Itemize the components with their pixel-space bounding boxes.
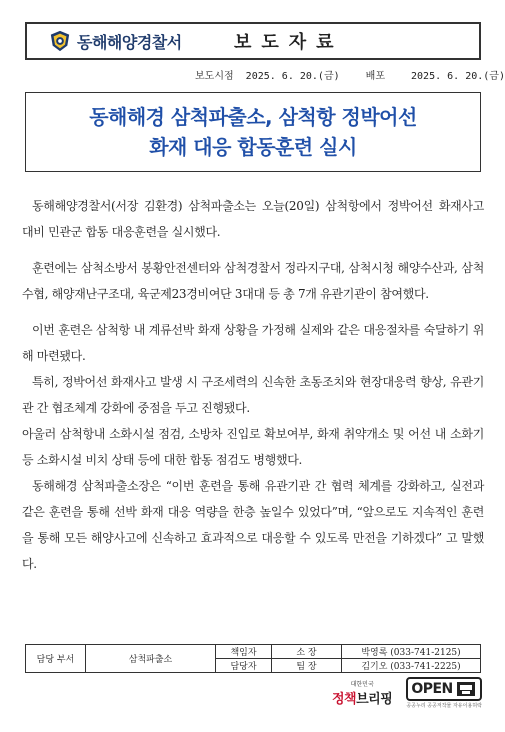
coast-guard-emblem-icon (49, 30, 71, 52)
release-date-row (195, 67, 505, 82)
paragraph-3: 이번 훈련은 삼척항 내 계류선박 화재 상황을 가정해 실제와 같은 대응절차를 숙달하기 위해 마련됐다. (22, 323, 484, 363)
embargo-label: 배포 (365, 71, 385, 82)
dept-label: 담당 부서 (26, 645, 86, 673)
release-time-label: 보도시점 (195, 71, 234, 82)
paragraph-1: 동해해양경찰서(서장 김환경) 삼척파출소는 오늘(20일) 삼척항에서 정박어선 화재사고 대비 민관군 합동 대응훈련을 실시했다. (22, 199, 484, 239)
org-block (27, 24, 222, 58)
org-name: 동해해양경찰서 (77, 32, 182, 52)
contact-row-responsible (26, 645, 481, 659)
policy-briefing-text (332, 688, 392, 707)
officer-name: 김기오 (033-741-2225) (342, 659, 481, 673)
policy-red: 정책 (332, 692, 357, 707)
open-license-logo (406, 677, 482, 701)
officer-label: 담당자 (216, 659, 272, 673)
officer-rank: 팀 장 (272, 659, 342, 673)
policy-briefing-logo (332, 679, 392, 707)
open-license-icon (456, 681, 476, 697)
responsible-rank: 소 장 (272, 645, 342, 659)
paragraph-6: 동해해경 삼척파출소장은 “이번 훈련을 통해 유관기관 간 협력 체계를 강화하고, 실전과 같은 훈련을 통해 선박 화재 대응 역량을 한층 높일수 있었다”며, “앞으로도 지속적인 훈련을 통해 모든 해양사고에 신속하고 효과적으로 대응할 수 있도록 만전을 기하겠다” 고 말했다. (22, 479, 484, 571)
paragraph-2: 훈련에는 삼척소방서 봉황안전센터와 삼척경찰서 정라지구대, 삼척시청 해양수산과, 삼척수협, 해양재난구조대, 육군제23경비여단 3대대 등 총 7개 유관기관이 참여했다. (22, 261, 484, 301)
policy-briefing-small: 대한민국 (350, 681, 374, 688)
release-time-value: 2025. 6. 20.(금) (245, 71, 340, 82)
open-license-subtext: 공공누리 공공저작물 자유이용허락 (406, 703, 482, 709)
open-text: OPEN (411, 681, 453, 697)
headline-line-1: 동해해경 삼척파출소, 삼척항 정박어선 (89, 105, 417, 129)
paragraph-4: 특히, 정박어선 화재사고 발생 시 구조세력의 신속한 초동조치와 현장대응력 향상, 유관기관 간 협조체계 강화에 중점을 두고 진행됐다. (22, 375, 484, 415)
paragraph-5: 아울러 삼척항내 소화시설 점검, 소방차 진입로 확보여부, 화재 취약개소 및 어선 내 소화기 등 소화시설 비치 상태 등에 대한 합동 점검도 병행했다. (22, 427, 484, 467)
open-license-block (406, 677, 482, 709)
embargo-value: 2025. 6. 20.(금) (411, 71, 505, 82)
responsible-name: 박영록 (033-741-2125) (342, 645, 481, 659)
footer-logos (332, 677, 482, 709)
contact-table (25, 644, 481, 673)
responsible-label: 책임자 (216, 645, 272, 659)
article-body (22, 193, 484, 577)
dept-value: 삼척파출소 (86, 645, 216, 673)
policy-dark: 브리핑 (356, 692, 393, 707)
headline-line-2: 화재 대응 합동훈련 실시 (149, 135, 357, 159)
headline-box (25, 92, 481, 172)
press-release-header (25, 22, 481, 60)
doc-type-label: 보도자료 (234, 32, 344, 53)
